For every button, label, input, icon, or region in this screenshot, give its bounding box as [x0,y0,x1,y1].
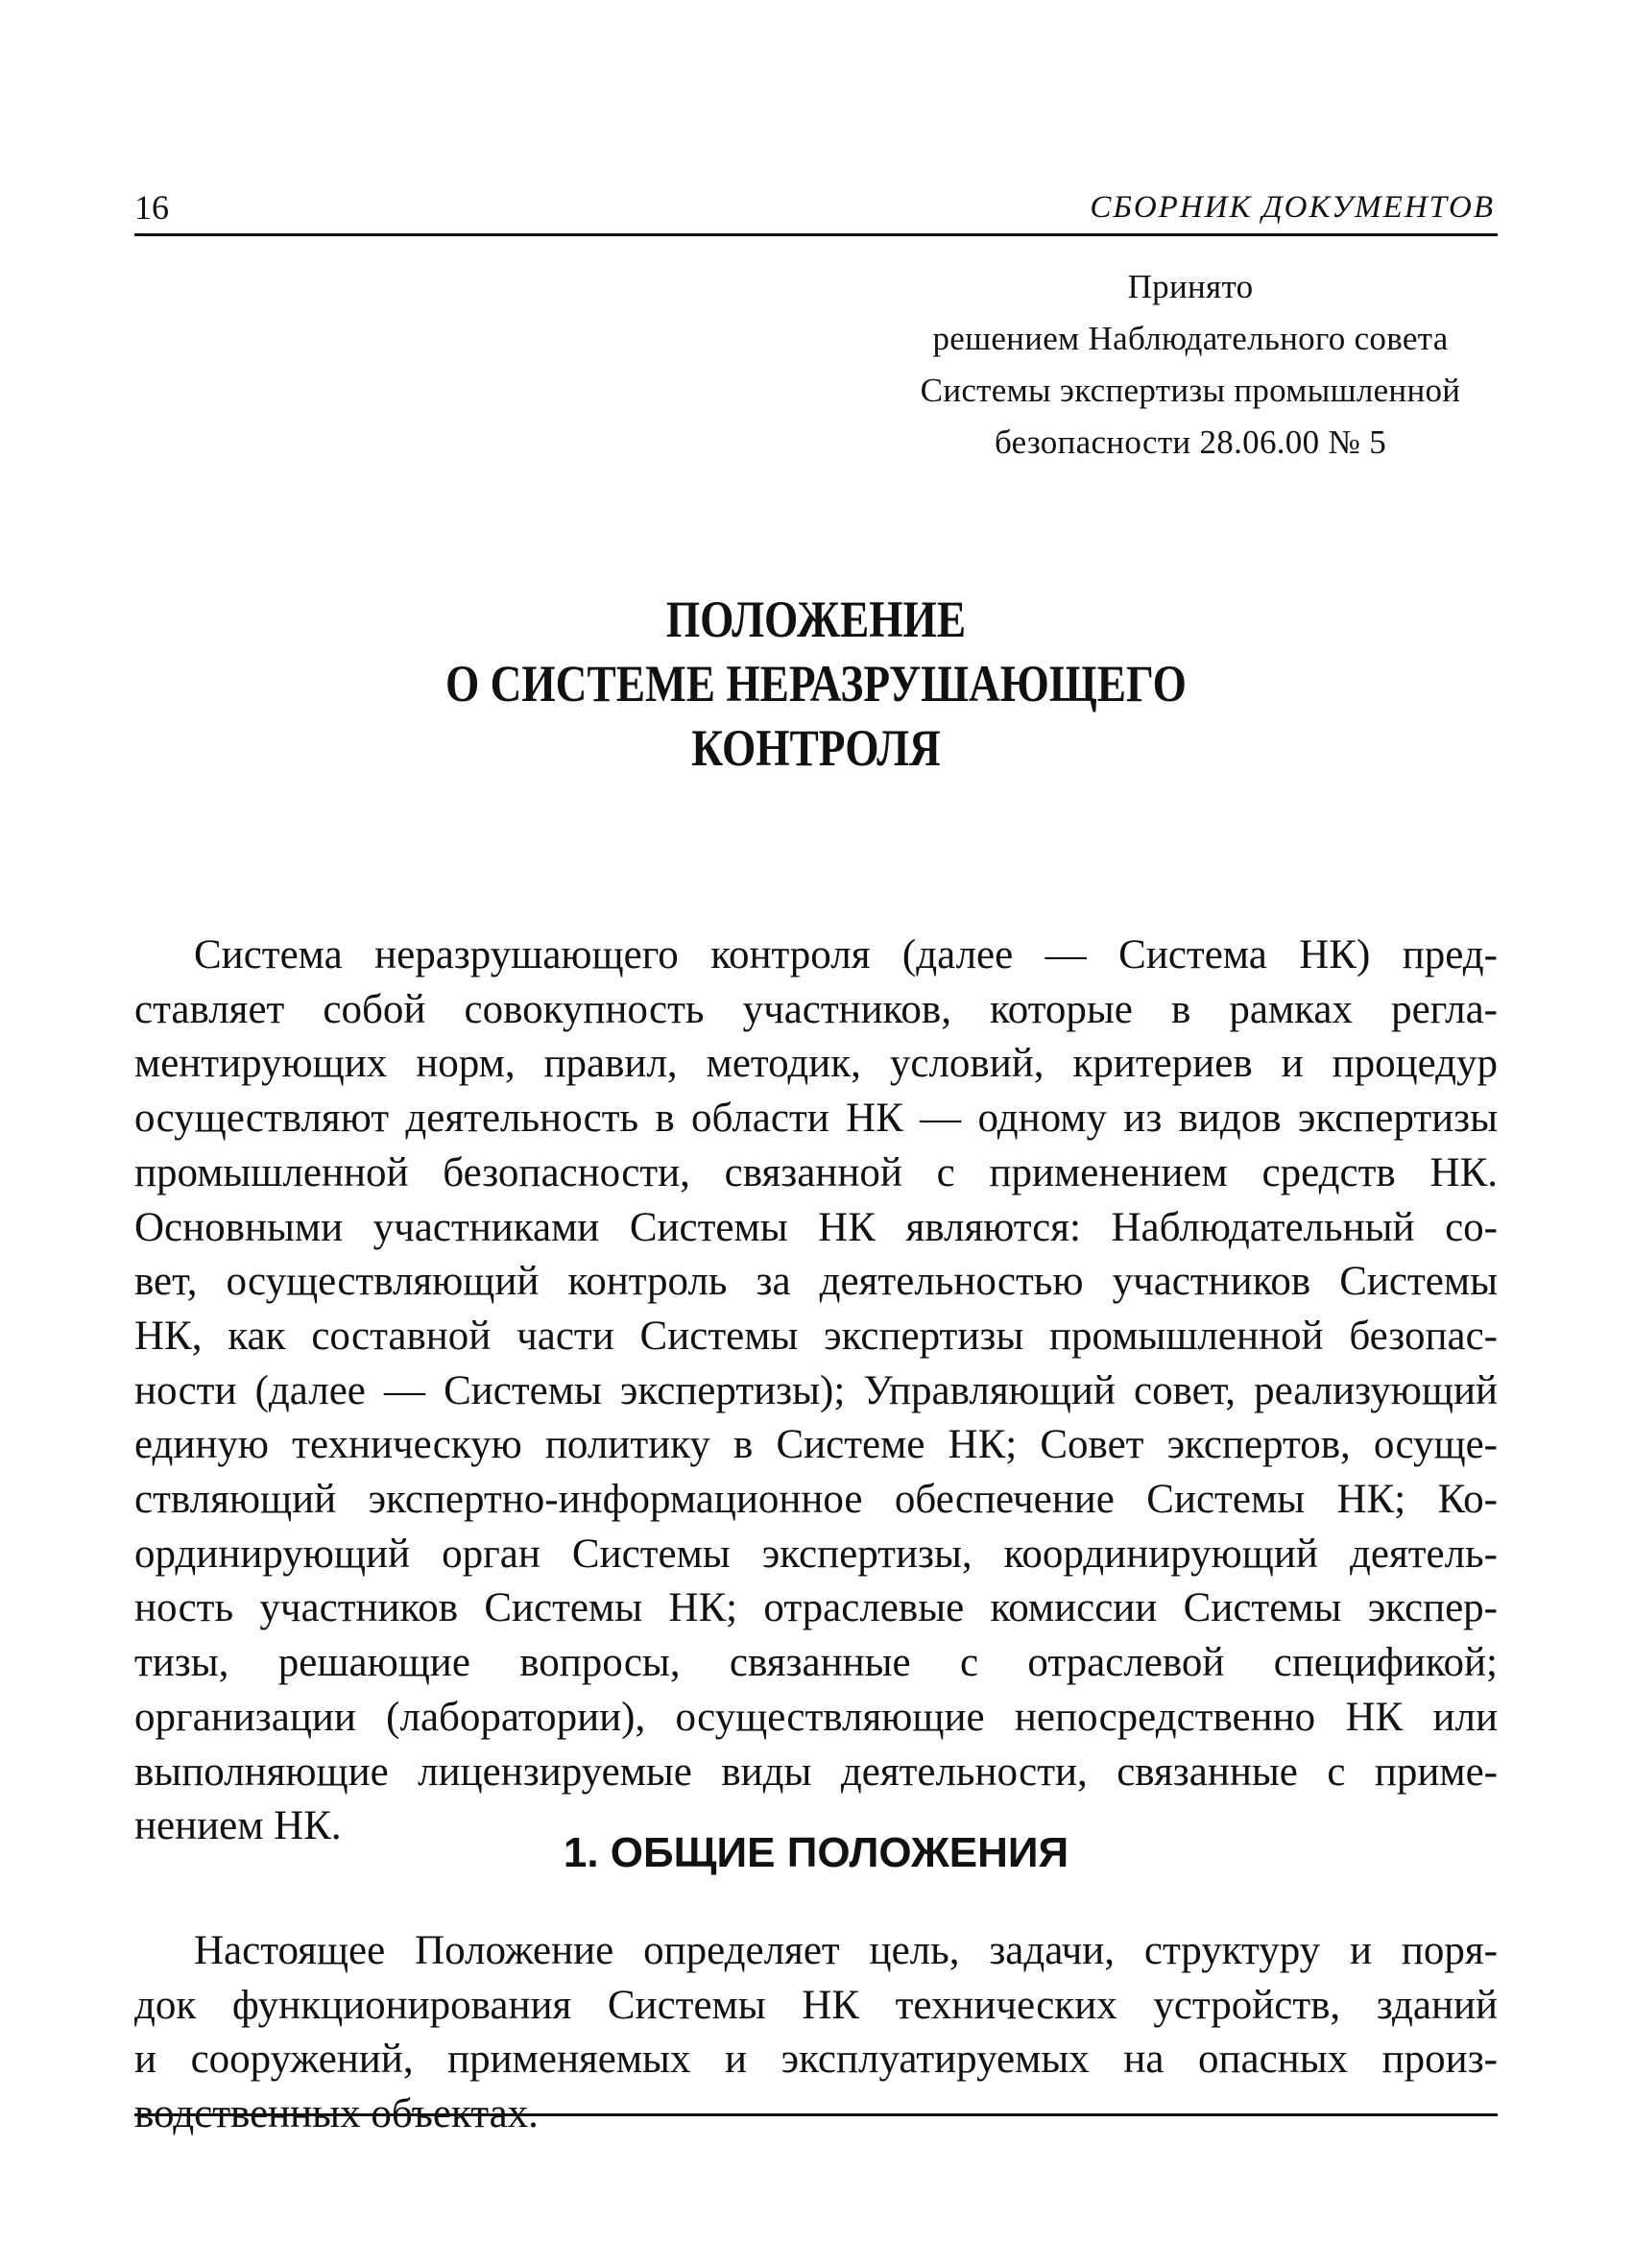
section-heading: 1. ОБЩИЕ ПОЛОЖЕНИЯ [563,1829,1069,1876]
paragraph-line: ности (далее — Системы экспертизы); Управляющий совет, реализующий [134,1367,1498,1413]
document-title-line: О СИСТЕМЕ НЕРАЗРУШАЮЩЕГО [445,655,1187,712]
paragraph-line: единую техническую политику в Системе НК; Совет экспертов, осуще- [134,1422,1498,1468]
approval-line: безопасности 28.06.00 № 5 [994,423,1387,461]
document-title-line: ПОЛОЖЕНИЕ [665,591,967,648]
paragraph-line: водственных объектах. [134,2091,539,2137]
approval-line: Принято [1127,268,1254,305]
paragraph-line: выполняющие лицензируемые виды деятельности, связанные с приме- [134,1749,1498,1795]
paragraph-line: ность участников Системы НК; отраслевые комиссии Системы экспер- [134,1585,1498,1631]
paragraph-line: осуществляют деятельность в области НК — одному из видов экспертизы [134,1096,1498,1142]
paragraph-line: и сооружений, применяемых и эксплуатируемых на опасных произ- [134,2037,1498,2083]
paragraph-line: Основными участниками Системы НК являются: Наблюдательный со- [134,1204,1498,1250]
document-title [244,588,1389,781]
paragraph-line: ординирующий орган Системы экспертизы, координирующий деятель- [134,1531,1498,1577]
paragraph-line: ствляющий экспертно-информационное обеспечение Системы НК; Ко- [134,1477,1498,1523]
paragraph-line: ставляет собой совокупность участников, которые в рамках регла- [134,986,1498,1032]
paragraph-line: тизы, решающие вопросы, связанные с отраслевой спецификой; [134,1640,1498,1686]
header-rule [134,233,1498,236]
paragraph-line: вет, осуществляющий контроль за деятельностью участников Системы [134,1259,1498,1305]
paragraph-line: док функционирования Системы НК технических устройств, зданий [134,1982,1498,2028]
paragraph-line: Настоящее Положение определяет цель, задачи, структуру и поря- [194,1928,1498,1973]
paragraph-line: нением НК. [134,1803,342,1849]
approval-note [854,261,1526,469]
running-title: СБОРНИК ДОКУМЕНТОВ [1090,190,1495,225]
document-title-line: КОНТРОЛЯ [691,719,941,777]
paragraph-line: ментирующих норм, правил, методик, условий, критериев и процедур [134,1041,1498,1087]
paragraph-line: Система неразрушающего контроля (далее — Система НК) пред- [194,932,1498,977]
intro-paragraph [134,929,1498,1854]
page-number: 16 [134,188,169,227]
paragraph-line: промышленной безопасности, связанной с применением средств НК. [134,1149,1498,1195]
paragraph-line: НК, как составной части Системы экспертизы промышленной безопас- [134,1313,1498,1359]
footer-rule [134,2113,1498,2116]
paragraph-line: организации (лаборатории), осуществляющие непосредственно НК или [134,1694,1498,1740]
approval-line: Системы экспертизы промышленной [920,372,1461,409]
section-paragraph [134,1924,1498,2142]
approval-line: решением Наблюдательного совета [932,320,1449,357]
